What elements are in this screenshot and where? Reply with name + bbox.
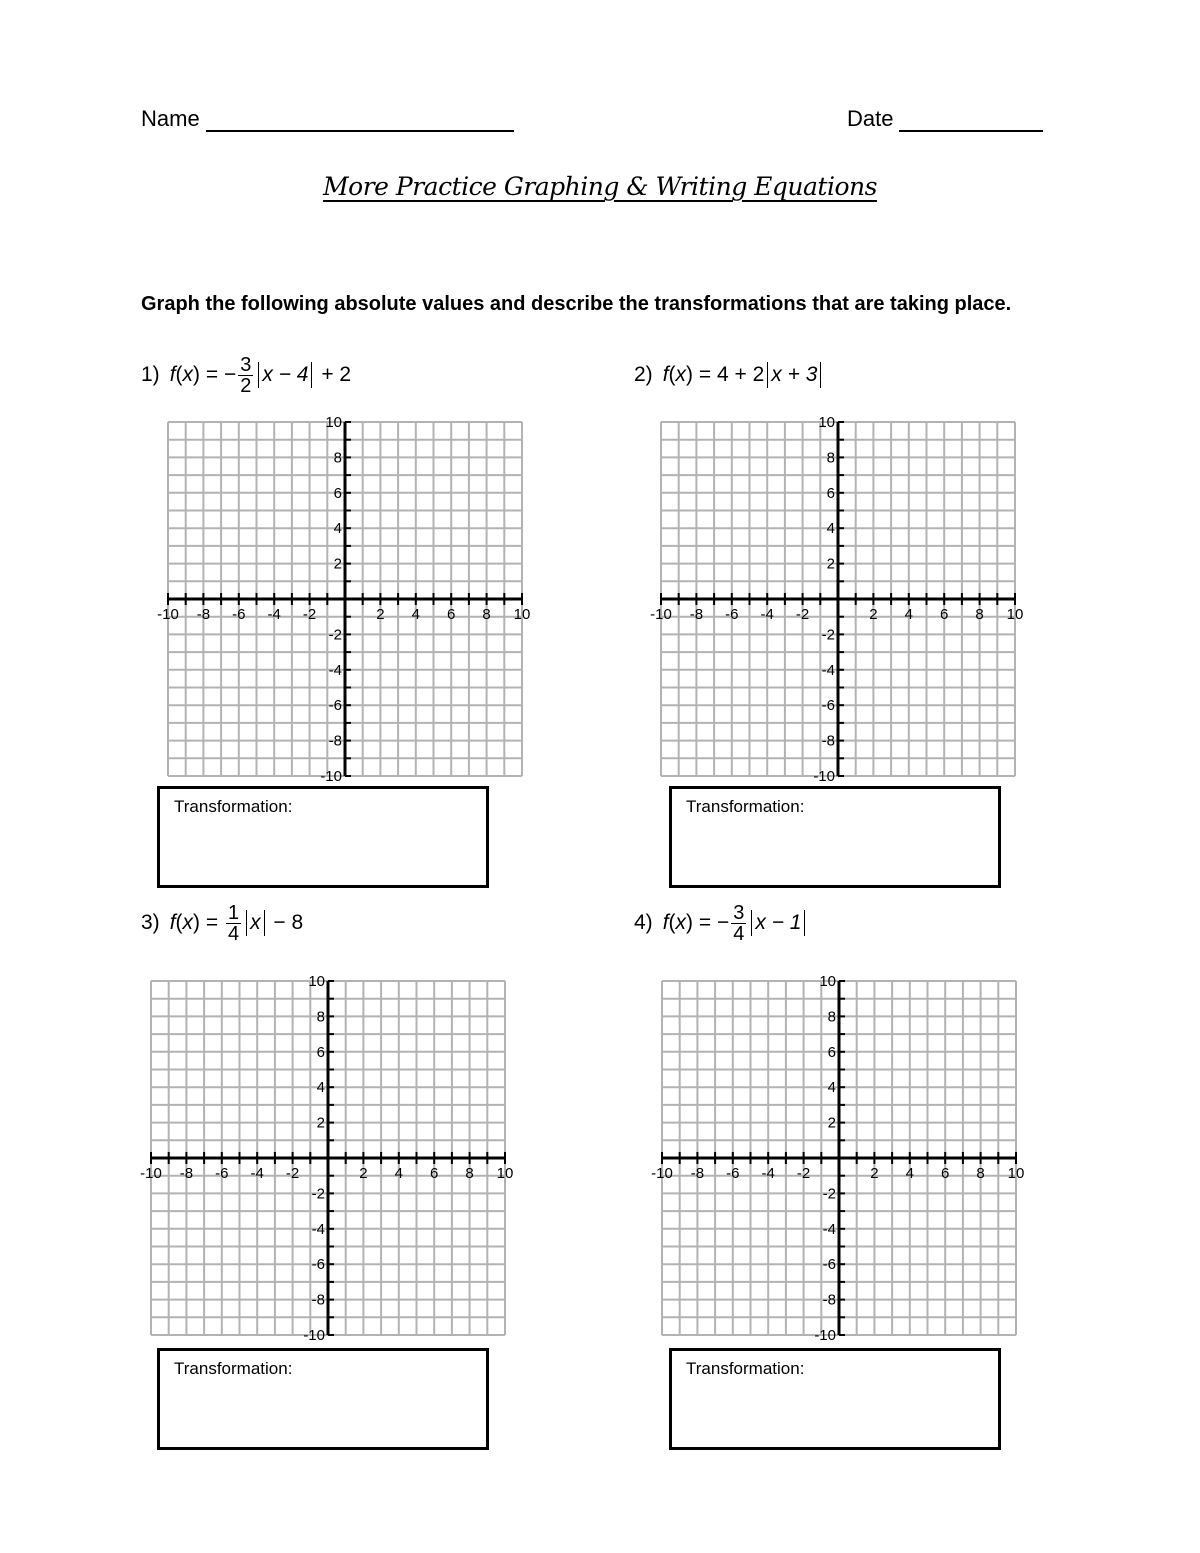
x-tick-label: -4 [760, 606, 774, 623]
y-tick-label: 2 [316, 1114, 325, 1132]
variable: x [182, 363, 194, 386]
absolute-value: x − 4 [258, 362, 312, 388]
coordinate-grid-1[interactable] [157, 414, 531, 785]
transformation-box-3[interactable] [157, 1348, 489, 1450]
y-tick-label: -6 [311, 1256, 325, 1274]
paren: ( [668, 911, 676, 934]
y-tick-label: -2 [821, 626, 835, 644]
x-tick-label: 10 [1006, 606, 1024, 623]
equals: = [200, 911, 224, 934]
x-tick-label: -10 [157, 606, 179, 623]
variable: x [675, 363, 687, 386]
equals: = [200, 363, 224, 386]
problem-1-equation [141, 350, 351, 400]
date-label: Date [847, 106, 894, 131]
paren: ) [193, 911, 201, 934]
date-blank-line[interactable] [899, 108, 1043, 132]
y-tick-label: -10 [303, 1327, 325, 1344]
x-tick-label: 4 [905, 1165, 914, 1182]
x-tick-label: 4 [394, 1165, 403, 1182]
y-tick-label: -6 [822, 1256, 836, 1274]
y-tick-label: -8 [821, 732, 835, 750]
coordinate-grid-4[interactable] [651, 973, 1025, 1344]
y-tick-label: -6 [821, 697, 835, 715]
x-tick-label: 8 [482, 606, 491, 623]
problem-number: 4) [634, 911, 653, 934]
y-tick-label: -2 [311, 1185, 325, 1203]
x-tick-label: 6 [447, 606, 456, 623]
y-tick-label: -2 [328, 626, 342, 644]
x-tick-label: -6 [215, 1165, 229, 1182]
problem-4-equation [634, 898, 808, 948]
x-tick-label: -8 [689, 606, 704, 623]
y-tick-label: -8 [311, 1291, 325, 1309]
denominator: 2 [240, 374, 252, 397]
x-tick-label: -2 [795, 606, 810, 623]
y-tick-label: 8 [826, 449, 835, 467]
y-tick-label: -8 [822, 1291, 836, 1309]
x-tick-label: 2 [869, 606, 878, 623]
y-tick-label: 4 [316, 1079, 325, 1097]
y-tick-label: 2 [826, 555, 835, 573]
y-tick-label: -2 [822, 1185, 836, 1203]
denominator: 4 [227, 922, 240, 945]
y-tick-label: 2 [827, 1114, 836, 1132]
problem-number: 1) [141, 363, 160, 386]
y-tick-label: 6 [316, 1043, 325, 1061]
y-tick-label: 10 [818, 414, 835, 431]
x-tick-label: 2 [359, 1165, 368, 1182]
x-tick-label: 2 [376, 606, 385, 623]
problem-2-equation [634, 350, 824, 400]
x-tick-label: 10 [513, 606, 531, 623]
equals: = [693, 911, 717, 934]
y-tick-label: 4 [333, 520, 342, 538]
x-tick-label: -2 [285, 1165, 300, 1182]
y-tick-label: 4 [826, 520, 835, 538]
leading-terms: 4 + 2 [716, 363, 765, 386]
x-tick-label: 6 [940, 606, 949, 623]
variable: x [182, 911, 194, 934]
x-tick-label: 6 [941, 1165, 950, 1182]
transformation-box-2[interactable] [669, 786, 1001, 888]
transformation-label: Transformation: [686, 797, 805, 816]
name-field[interactable] [141, 106, 514, 132]
fraction [238, 355, 253, 396]
y-tick-label: -4 [821, 661, 835, 679]
fraction [731, 903, 746, 944]
name-label: Name [141, 106, 200, 131]
x-tick-label: 8 [975, 606, 984, 623]
coordinate-grid-3[interactable] [140, 973, 514, 1344]
x-tick-label: -4 [761, 1165, 775, 1182]
function-name: f [169, 363, 176, 386]
x-tick-label: 8 [976, 1165, 985, 1182]
problem-3-equation [141, 898, 303, 948]
x-tick-label: 4 [411, 606, 420, 623]
x-tick-label: -10 [650, 606, 672, 623]
x-tick-label: 8 [465, 1165, 474, 1182]
y-tick-label: 10 [308, 973, 325, 990]
function-name: f [662, 363, 669, 386]
x-tick-label: -4 [267, 606, 281, 623]
x-tick-label: -8 [690, 1165, 705, 1182]
function-name: f [662, 911, 669, 934]
worksheet-title: More Practice Graphing & Writing Equations [323, 172, 877, 201]
instructions: Graph the following absolute values and describe the transformations that are taking place. [141, 293, 1012, 315]
transformation-label: Transformation: [686, 1359, 805, 1378]
sign: − [716, 911, 730, 934]
y-tick-label: 6 [826, 484, 835, 502]
y-tick-label: 8 [827, 1008, 836, 1026]
y-tick-label: 6 [333, 484, 342, 502]
y-tick-label: 10 [325, 414, 342, 431]
x-tick-label: 2 [870, 1165, 879, 1182]
x-tick-label: -6 [726, 1165, 740, 1182]
numerator: 3 [240, 353, 252, 376]
x-tick-label: -10 [651, 1165, 673, 1182]
absolute-value: x + 3 [767, 362, 821, 388]
numerator: 1 [227, 901, 240, 924]
y-tick-label: -10 [814, 1327, 836, 1344]
paren: ( [175, 363, 183, 386]
fraction [226, 903, 241, 944]
denominator: 4 [733, 922, 745, 945]
constant-term: + 2 [315, 363, 352, 386]
y-tick-label: -4 [311, 1220, 325, 1238]
transformation-box-1[interactable] [157, 786, 489, 888]
x-tick-label: 10 [1007, 1165, 1025, 1182]
x-tick-label: -8 [179, 1165, 194, 1182]
y-tick-label: 8 [316, 1008, 325, 1026]
y-tick-label: 2 [333, 555, 342, 573]
y-tick-label: 10 [819, 973, 836, 990]
absolute-value: x [246, 910, 265, 936]
problem-number: 3) [141, 911, 160, 934]
transformation-label: Transformation: [174, 1359, 293, 1378]
y-tick-label: 6 [827, 1043, 836, 1061]
x-tick-label: 10 [496, 1165, 514, 1182]
transformation-box-4[interactable] [669, 1348, 1001, 1450]
x-tick-label: -10 [140, 1165, 162, 1182]
y-tick-label: -6 [328, 697, 342, 715]
sign: − [223, 363, 237, 386]
y-tick-label: -4 [328, 661, 342, 679]
constant-term: − 8 [267, 911, 304, 934]
paren: ) [193, 363, 201, 386]
y-tick-label: -10 [320, 768, 342, 785]
transformation-label: Transformation: [174, 797, 293, 816]
paren: ) [686, 363, 694, 386]
name-blank-line[interactable] [206, 108, 514, 132]
absolute-value: x − 1 [751, 910, 805, 936]
y-tick-label: -4 [822, 1220, 836, 1238]
paren: ( [668, 363, 676, 386]
x-tick-label: -4 [250, 1165, 264, 1182]
function-name: f [169, 911, 176, 934]
y-tick-label: 4 [827, 1079, 836, 1097]
date-field[interactable] [847, 106, 1043, 132]
x-tick-label: -2 [796, 1165, 811, 1182]
y-tick-label: 8 [333, 449, 342, 467]
problem-number: 2) [634, 363, 653, 386]
x-tick-label: 4 [904, 606, 913, 623]
variable: x [675, 911, 687, 934]
x-tick-label: 6 [430, 1165, 439, 1182]
paren: ) [686, 911, 694, 934]
y-tick-label: -10 [813, 768, 835, 785]
paren: ( [175, 911, 183, 934]
y-tick-label: -8 [328, 732, 342, 750]
x-tick-label: -8 [196, 606, 211, 623]
x-tick-label: -2 [302, 606, 317, 623]
x-tick-label: -6 [725, 606, 739, 623]
coordinate-grid-2[interactable] [650, 414, 1024, 785]
numerator: 3 [733, 901, 745, 924]
equals: = [693, 363, 717, 386]
x-tick-label: -6 [232, 606, 246, 623]
